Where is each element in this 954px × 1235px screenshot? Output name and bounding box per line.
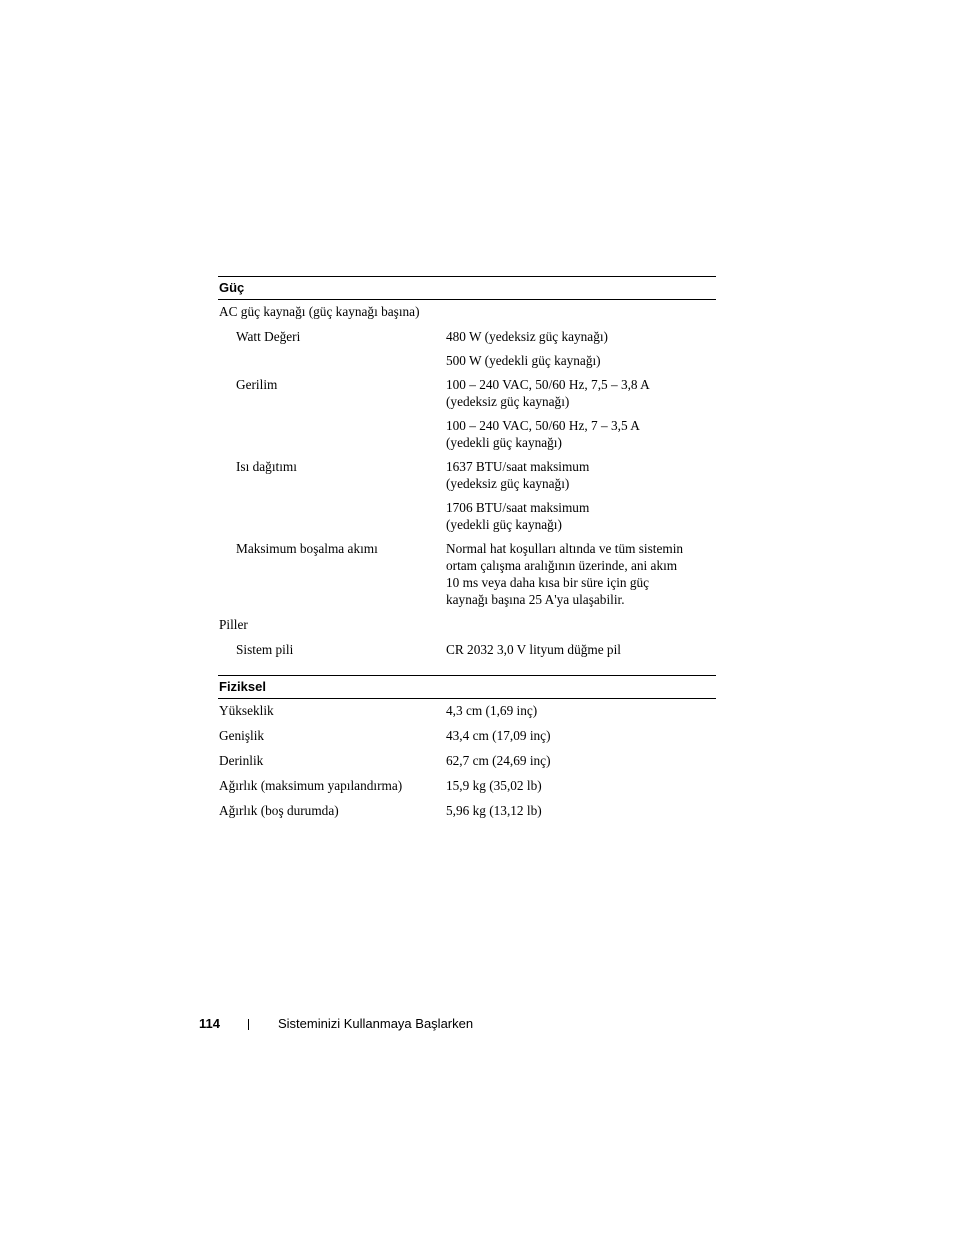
- spec-row: [218, 702, 716, 719]
- spec-label: Isı dağıtımı: [236, 459, 297, 474]
- spec-row: [218, 752, 716, 769]
- spec-value: 1706 BTU/saat maksimum (yedekli güç kaynağı): [446, 500, 590, 532]
- spec-label: AC güç kaynağı (güç kaynağı başına): [219, 304, 420, 319]
- spec-row: [218, 616, 716, 633]
- spec-value: 62,7 cm (24,69 inç): [446, 753, 551, 768]
- page-number: 114: [199, 1016, 220, 1031]
- spec-label: Yükseklik: [219, 703, 274, 718]
- spec-table: [218, 276, 716, 819]
- spec-label: Derinlik: [219, 753, 264, 768]
- spec-value: 43,4 cm (17,09 inç): [446, 728, 551, 743]
- spec-label: Ağırlık (maksimum yapılandırma): [219, 778, 403, 793]
- spec-row: [218, 458, 716, 492]
- spec-value: 100 – 240 VAC, 50/60 Hz, 7,5 – 3,8 A (yedeksiz güç kaynağı): [446, 377, 650, 409]
- spec-label: Sistem pili: [236, 642, 294, 657]
- spec-row: [218, 328, 716, 345]
- spec-value: 5,96 kg (13,12 lb): [446, 803, 542, 818]
- spec-row: [218, 499, 716, 533]
- spec-row: [218, 777, 716, 794]
- footer-title: Sisteminizi Kullanmaya Başlarken: [278, 1016, 474, 1031]
- spec-value: 100 – 240 VAC, 50/60 Hz, 7 – 3,5 A (yedekli güç kaynağı): [446, 418, 640, 450]
- spec-value: Normal hat koşulları altında ve tüm sistemin ortam çalışma aralığının üzerinde, ani akım 10 ms veya daha kısa bir süre için güç kaynağı başına 25 A'ya ulaşabilir.: [446, 541, 684, 607]
- spec-label: Gerilim: [236, 377, 278, 392]
- spec-value: CR 2032 3,0 V lityum düğme pil: [446, 642, 621, 657]
- spec-row: [218, 727, 716, 744]
- spec-row: [218, 802, 716, 819]
- section-heading-power: Güç: [218, 276, 716, 300]
- spec-row: [218, 540, 716, 608]
- section-heading-physical: Fiziksel: [218, 675, 716, 699]
- spec-label: Maksimum boşalma akımı: [236, 541, 378, 556]
- spec-value: 500 W (yedekli güç kaynağı): [446, 353, 601, 368]
- spec-row: [218, 417, 716, 451]
- spec-label: Genişlik: [219, 728, 265, 743]
- spec-label: Watt Değeri: [236, 329, 301, 344]
- spec-row: [218, 641, 716, 658]
- spec-row: [218, 376, 716, 410]
- spec-value: 4,3 cm (1,69 inç): [446, 703, 538, 718]
- footer-separator: [248, 1019, 249, 1030]
- spec-value: 15,9 kg (35,02 lb): [446, 778, 542, 793]
- spec-row: [218, 352, 716, 369]
- physical-rows: [218, 702, 716, 819]
- spec-value: 480 W (yedeksiz güç kaynağı): [446, 329, 608, 344]
- spec-label: Piller: [219, 617, 248, 632]
- spec-value: 1637 BTU/saat maksimum (yedeksiz güç kaynağı): [446, 459, 590, 491]
- spec-row: [218, 303, 716, 320]
- spec-label: Ağırlık (boş durumda): [219, 803, 339, 818]
